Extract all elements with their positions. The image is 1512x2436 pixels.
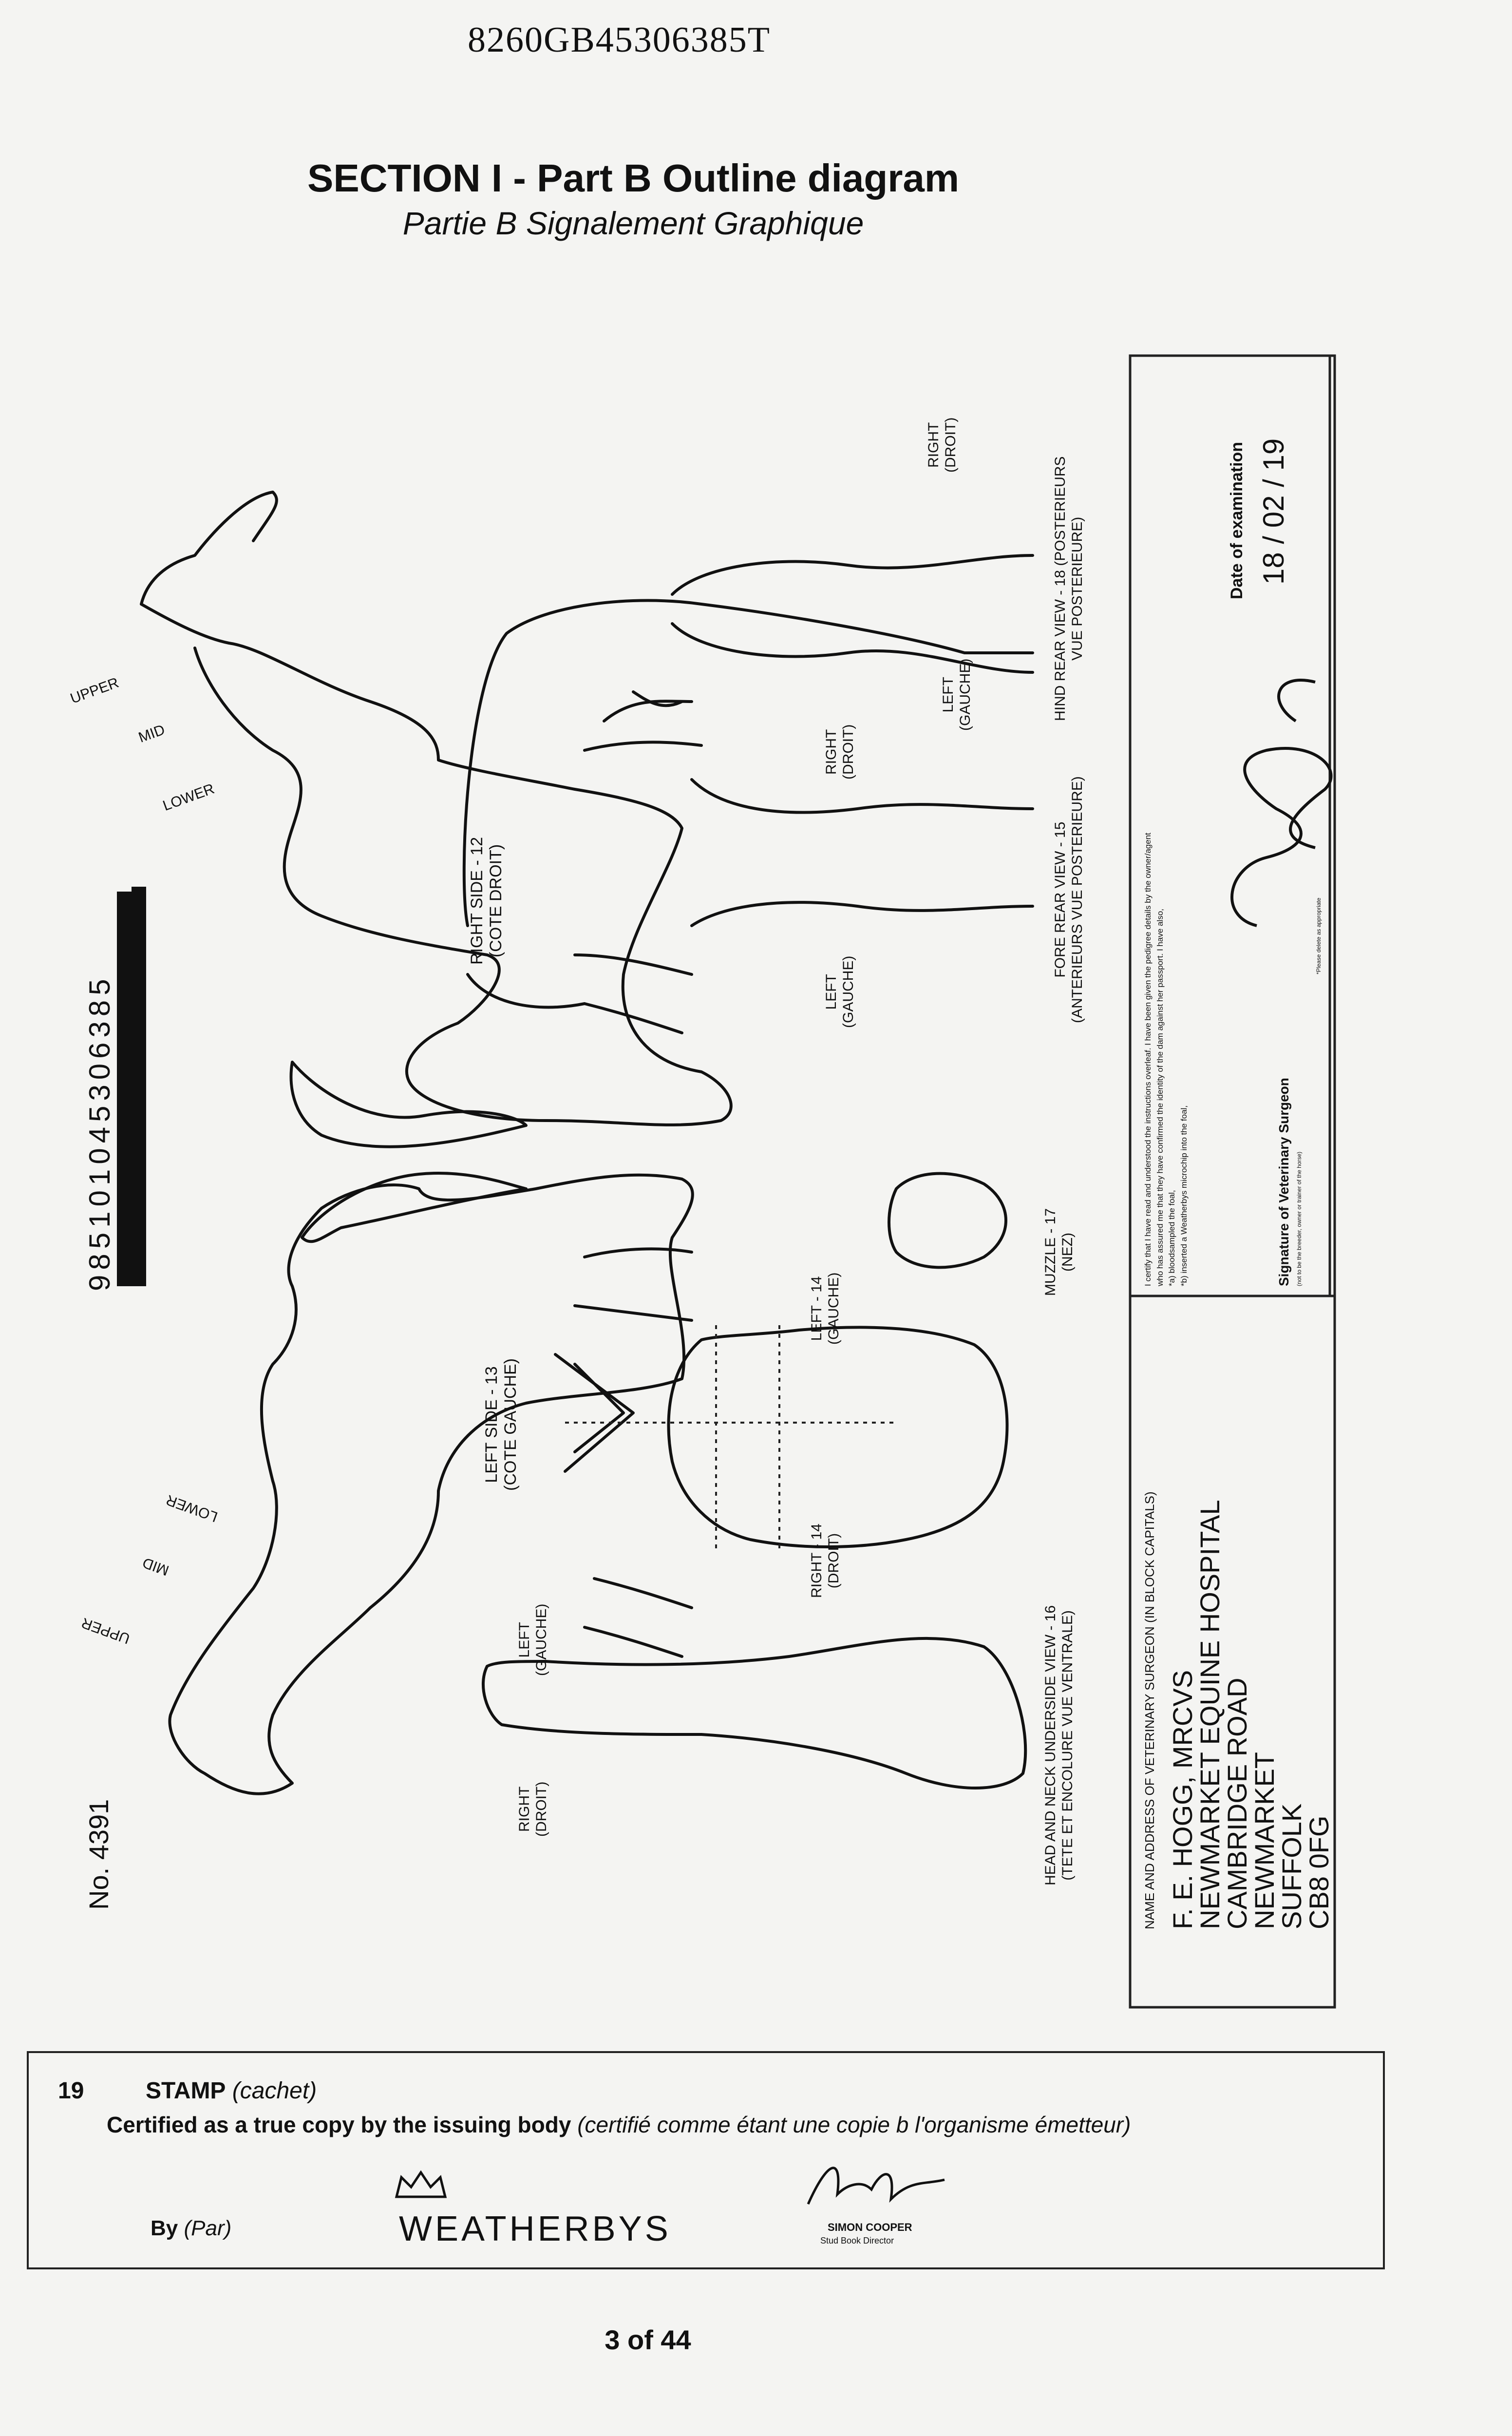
vet-address-line: F. E. HOGG, MRCVS	[1167, 1670, 1198, 1929]
vet-address-line: CAMBRIDGE ROAD	[1222, 1677, 1252, 1929]
stamp-heading	[146, 2077, 317, 2104]
vet-signature-note: (not to be the breeder, owner or trainer of the horse)	[1296, 1151, 1303, 1286]
passport-number: 8260GB45306385T	[468, 20, 771, 60]
vet-address-line: NEWMARKET EQUINE HOSPITAL	[1194, 1500, 1225, 1929]
certified-text: Certified as a true copy by the issuing body	[107, 2112, 571, 2137]
barcode-number: 985101045306385	[83, 974, 116, 1291]
stamp-label-fr: (cachet)	[232, 2078, 317, 2104]
stamp-number: 19	[58, 2078, 84, 2104]
director-signature	[798, 2151, 954, 2219]
vet-address-line: SUFFOLK	[1276, 1803, 1307, 1929]
cert-line: who has assured me that they have confirmed the identity of the dam against her passport. I have also,	[1155, 909, 1165, 1286]
head-neck-left-label: LEFT (GAUCHE)	[516, 1603, 549, 1676]
label-lower-right: LOWER	[161, 780, 217, 815]
weatherbys-crest-icon	[387, 2168, 455, 2202]
vet-name-label: NAME AND ADDRESS OF VETERINARY SURGEON (IN BLOCK CAPITALS)	[1142, 1491, 1157, 1929]
label-mid-right: MID	[136, 722, 167, 746]
page-subtitle: Partie B Signalement Graphique	[402, 205, 864, 241]
vet-address-line: NEWMARKET	[1249, 1752, 1280, 1929]
fore-right-label: RIGHT (DROIT)	[823, 724, 856, 780]
delete-note: *Please delete as appropriate	[1315, 897, 1322, 974]
hind-left-label: LEFT (GAUCHE)	[940, 658, 973, 731]
page-number: 3 of 44	[605, 2324, 691, 2355]
label-mid-left: MID	[140, 1554, 171, 1579]
stamp-section	[27, 2051, 1385, 2269]
right-side-label: RIGHT SIDE - 12 (COTE DROIT)	[468, 837, 506, 965]
exam-date-label: Date of examination	[1228, 441, 1246, 599]
label-upper-right: UPPER	[68, 674, 121, 707]
head-neck-right-label: RIGHT (DROIT)	[516, 1781, 549, 1837]
face-right-label: RIGHT - 14 (DROIT)	[809, 1523, 842, 1598]
cert-line: I certify that I have read and understood the instructions overleaf. I have been given the pedigree details by the owner/agent	[1143, 833, 1153, 1286]
cert-line: *b) inserted a Weatherbys microchip into the foal,	[1179, 1105, 1189, 1286]
page-title: SECTION I - Part B Outline diagram	[307, 156, 959, 200]
by-line	[151, 2216, 231, 2241]
muzzle-caption: MUZZLE - 17 (NEZ)	[1042, 1208, 1076, 1296]
label-upper-left: UPPER	[79, 1614, 132, 1647]
face-left-label: LEFT - 14 (GAUCHE)	[809, 1272, 842, 1345]
by-label-fr: (Par)	[184, 2216, 232, 2240]
hind-caption: HIND REAR VIEW - 18 (POSTERIEURS VUE POSTERIEURE)	[1052, 456, 1085, 721]
fore-left-label: LEFT (GAUCHE)	[823, 955, 856, 1028]
issuer-name: WEATHERBYS	[399, 2209, 671, 2248]
vet-address-line: CB8 0FG	[1304, 1815, 1334, 1929]
hind-right-label: RIGHT (DROIT)	[926, 417, 959, 473]
form-number: No. 4391	[83, 1799, 114, 1910]
vet-signature-label: Signature of Veterinary Surgeon	[1276, 1078, 1291, 1286]
fore-caption: FORE REAR VIEW - 15 (ANTERIEURS VUE POSTERIEURE)	[1052, 776, 1085, 1023]
certified-text-fr: (certifié comme étant une copie b l'organisme émetteur)	[577, 2112, 1131, 2137]
stamp-label: STAMP	[146, 2078, 226, 2104]
certified-line	[107, 2112, 1131, 2138]
head-neck-caption: HEAD AND NECK UNDERSIDE VIEW - 16 (TETE ET ENCOLURE VUE VENTRALE)	[1042, 1605, 1076, 1885]
by-label: By	[151, 2216, 178, 2240]
cert-line: *a) bloodsampled the foal,	[1167, 1190, 1177, 1286]
exam-date-value: 18 / 02 / 19	[1257, 438, 1290, 585]
director-title: Stud Book Director	[820, 2236, 894, 2246]
left-side-label: LEFT SIDE - 13 (COTE GAUCHE)	[482, 1358, 520, 1491]
label-lower-left: LOWER	[164, 1491, 220, 1525]
director-name: SIMON COOPER	[828, 2221, 912, 2233]
